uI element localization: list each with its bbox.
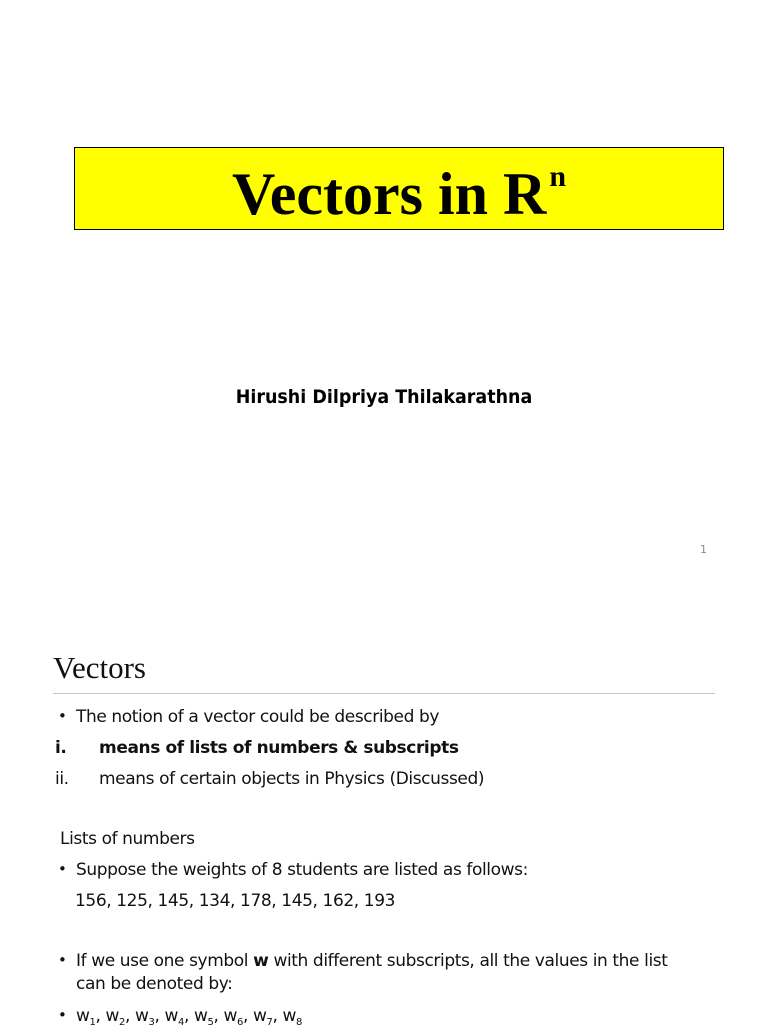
- bullet-dot-icon: •: [58, 1006, 67, 1024]
- bullet-text: can be denoted by:: [76, 974, 233, 994]
- bullet-text-part2: with different subscripts, all the values in the list: [273, 951, 668, 971]
- subscripted-term: [135, 1006, 154, 1026]
- bullet-dot-icon: •: [58, 860, 67, 878]
- term-subscript: 7: [266, 1017, 273, 1028]
- term-subscript: 5: [207, 1017, 214, 1028]
- term-base: w: [194, 1006, 208, 1026]
- term-subscript: 4: [178, 1017, 184, 1028]
- subheading-text: Lists of numbers: [60, 829, 195, 849]
- list-marker: i.: [55, 738, 67, 758]
- list-item-text: means of certain objects in Physics (Discussed): [99, 769, 485, 789]
- bullet-dot-icon: •: [58, 951, 67, 969]
- term-base: w: [164, 1006, 179, 1026]
- term-subscript: 8: [296, 1017, 302, 1028]
- term-base: w: [282, 1006, 297, 1026]
- title-banner: [74, 147, 724, 230]
- term-base: w: [135, 1006, 149, 1026]
- term-base: w: [105, 1006, 120, 1026]
- list-marker: ii.: [55, 769, 69, 789]
- subscripted-term: [283, 1006, 302, 1026]
- term-base: w: [223, 1006, 238, 1026]
- title-superscript: n: [549, 159, 567, 193]
- author-name: Hirushi Dilpriya Thilakarathna: [235, 386, 533, 408]
- term-subscript: 6: [237, 1017, 243, 1028]
- symbol-w: w: [253, 951, 269, 971]
- term-base: w: [253, 1006, 267, 1026]
- bullet-dot-icon: •: [58, 707, 67, 725]
- term-subscript: 3: [148, 1017, 155, 1028]
- slide-title-text: [231, 159, 567, 227]
- page-number: 1: [700, 543, 707, 556]
- subscripted-term: [106, 1006, 125, 1026]
- heading-divider: [53, 693, 715, 694]
- slide-heading: Vectors: [53, 650, 146, 685]
- bullet-text: [76, 951, 667, 971]
- term-subscript: 1: [89, 1017, 96, 1028]
- bullet-text-part1: If we use one symbol: [76, 951, 249, 971]
- subscripted-term: [194, 1006, 213, 1026]
- subscripted-term: [224, 1006, 243, 1026]
- subscripted-term: [165, 1006, 184, 1026]
- title-main: Vectors in R: [231, 160, 547, 227]
- term-subscript: 2: [119, 1017, 125, 1028]
- subscripted-terms: $w_1$, $w_2$, $w_3$, $w_4$, $w_5$, $w_6$, $w_7$, $w_8$: [76, 1006, 302, 1028]
- term-base: w: [76, 1006, 90, 1026]
- bullet-text: Suppose the weights of 8 students are listed as follows:: [76, 860, 528, 880]
- list-item-text: means of lists of numbers & subscripts: [99, 738, 459, 758]
- weights-values: 156, 125, 145, 134, 178, 145, 162, 193: [75, 891, 396, 911]
- slide-vectors: [0, 608, 768, 1028]
- bullet-text: The notion of a vector could be described by: [76, 707, 440, 727]
- subscripted-term: [253, 1006, 272, 1026]
- subscripted-term: [76, 1006, 95, 1026]
